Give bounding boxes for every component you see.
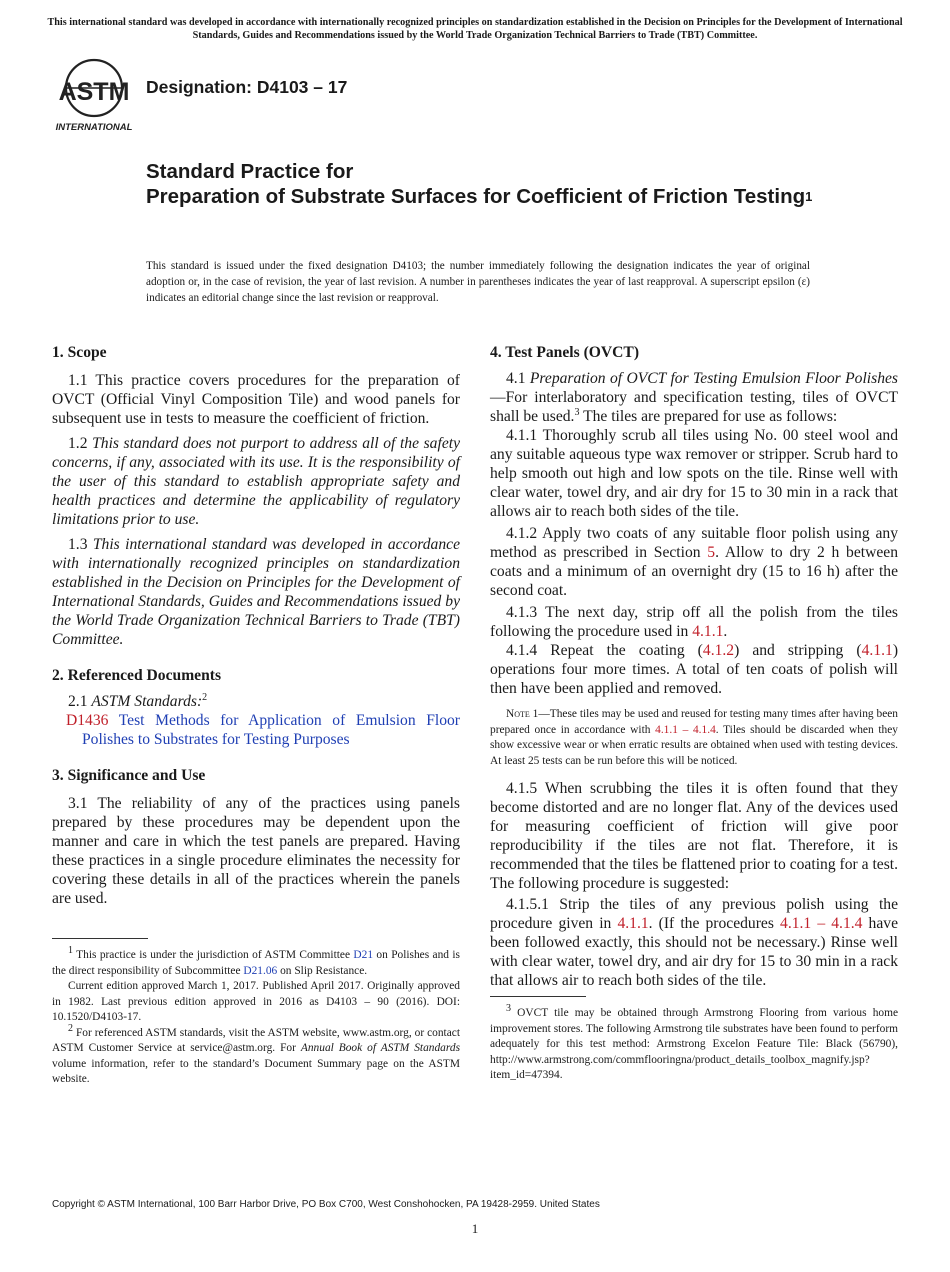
footnote-1: $^1$ This practice is under the jurisdiction of ASTM Committee D21 on Polishes and is the direct responsibility of Subcommittee D21.06 on Slip Resistance. <box>52 945 460 977</box>
astm-logo <box>52 56 136 134</box>
logo-subtext: INTERNATIONAL <box>55 122 133 133</box>
link-4-1-2[interactable]: 4.1.2 <box>702 642 735 659</box>
title-line-2 <box>146 185 846 210</box>
section-1-heading: 1. Scope <box>52 344 107 361</box>
para-1-2: 1.2 This standard does not purport to address all of the safety concerns, if any, associated with its use. It is the responsibility of the user of this standard to establish appropriate safety and health practices and determine the applicability of regulatory limitations prior to use. <box>52 435 460 528</box>
note-link-range[interactable]: 4.1.1 – 4.1.4 <box>655 723 716 736</box>
footnote-1-edition: Current edition approved March 1, 2017. Published April 2017. Originally approved in 1982. Last previous edition approved in 2016 as D4103 – 90 (2016). DOI: 10.1520/D4103-17. <box>52 980 460 1023</box>
page-number: 1 <box>471 1221 479 1236</box>
copyright: Copyright © ASTM International, 100 Barr Harbor Drive, PO Box C700, West Conshohocken, PA 19428-2959. United States <box>52 1199 600 1210</box>
footnote-2: $^2$ For referenced ASTM standards, visit the ASTM website, www.astm.org, or contact ASTM Customer Service at service@astm.org. For Annual Book of ASTM Standards volume information, refer to the standard’s Document Summary page on the ASTM website. <box>52 1022 461 1085</box>
fn1-link-d21[interactable]: D21 <box>353 949 374 961</box>
link-section-5[interactable]: 5 <box>707 544 716 561</box>
para-4-1-3: 4.1.3 The next day, strip off all the polish from the tiles following the procedure used in 4.1.1. <box>490 604 898 640</box>
note-1: Note 1—These tiles may be used and reused for testing many times after having been prepared once in accordance with 4.1.1 – 4.1.4. Tiles should be discarded when they show excessive wear or when erratic results are obtained when used with testing devices. At least 25 tests can be run before this will be noticed. <box>490 708 898 767</box>
designation: Designation: D4103 – 17 <box>146 77 348 97</box>
title-text: Preparation of Substrate Surfaces for Coefficient of Friction Testing <box>146 184 806 208</box>
ref-title-link[interactable]: Test Methods for Application of Emulsion Floor Polishes to Substrates for Testing Purposes <box>82 712 460 748</box>
title-line-1: Standard Practice for <box>146 160 354 183</box>
intro-paragraph: This standard is issued under the fixed designation D4103; the number immediately following the designation indicates the year of original adoption or, in the case of revision, the year of last revision. A number in parentheses indicates the year of last reapproval. A superscript epsilon (ε) indicates an editorial change since the last revision or reapproval. <box>146 260 810 304</box>
logo-text: ASTM <box>58 78 130 106</box>
link-4-1-1c[interactable]: 4.1.1 <box>617 915 649 932</box>
para-4-1-2: 4.1.2 Apply two coats of any suitable floor polish using any method as prescribed in Section 5. Allow to dry 2 h between coats and a minimum of an overnight dry (15 to 16 h) after the second coat. <box>490 525 898 599</box>
title-footnote-mark: 1 <box>805 188 813 204</box>
fn1-link-d2106[interactable]: D21.06 <box>243 964 278 977</box>
para-4-1: 4.1 Preparation of OVCT for Testing Emulsion Floor Polishes—For interlaboratory and specification testing, tiles of OVCT shall be used.$^3$ The tiles are prepared for use as follows: <box>490 370 898 425</box>
link-4-1-1-range[interactable]: 4.1.1 – 4.1.4 <box>780 915 863 932</box>
para-1-3: 1.3 This international standard was developed in accordance with internationally recognized principles on standardization established in the Decision on Principles for the Development of International Standards, Guides and Recommendations issued by the World Trade Organization Technical Barriers to Trade (TBT) Committee. <box>52 536 460 648</box>
link-4-1-1[interactable]: 4.1.1 <box>692 623 724 640</box>
footnotes-right <box>490 1003 898 1084</box>
para-4-1-4: 4.1.4 Repeat the coating (4.1.2) and stripping (4.1.1) operations four more times. A total of ten coats of polish will then have been applied and removed. <box>490 642 899 697</box>
tbt-notice: This international standard was developed in accordance with internationally recognized principles on standardization established in the Decision on Principles for the Development of International Standards, Guides and Recommendations issued by the World Trade Organization Technical Barriers to Trade (TBT) Committee. <box>47 17 903 41</box>
para-4-1-5: 4.1.5 When scrubbing the tiles it is often found that they become distorted and are no longer flat. Any of the devices used for measuring coefficient of friction will give poor reproducibility if the tiles are not flat. Therefore, it is recommended that the tiles be flattened prior to coating for a test. The following procedure is suggested: <box>490 780 898 892</box>
section-4-heading: 4. Test Panels (OVCT) <box>490 344 640 361</box>
para-1-1: 1.1 This practice covers procedures for the preparation of OVCT (Official Vinyl Composition Tile) and wood panels for subsequent use in tests to measure the coefficient of friction. <box>52 372 460 427</box>
para-4-1-5-1: 4.1.5.1 Strip the tiles of any previous polish using the procedure given in 4.1.1. (If the procedures 4.1.1 – 4.1.4 have been followed exactly, this should not be necessary.) Rinse well with clear water, towel dry, and air dry for 15 to 30 min in a rack that allows air to reach both sides of the tile. <box>490 896 898 989</box>
footnote-rule-left <box>52 938 148 939</box>
ref-code-link[interactable]: D1436 <box>66 712 109 729</box>
left-column <box>52 343 460 908</box>
right-column <box>490 343 898 990</box>
footnotes-left <box>52 945 461 1088</box>
section-3-heading: 3. Significance and Use <box>52 767 206 784</box>
section-2-heading: 2. Referenced Documents <box>52 667 222 684</box>
footnote-3: $^3$ OVCT tile may be obtained through Armstrong Flooring from various home improvement stores. The following Armstrong tile substrates have been found to perform adequately for this test method: Armstrong Excelon Feature Tile: Black (56790), http://www.armstrong.com/commflooringna/product_details_toolbox_magnify.jsp?item_id=47394. <box>490 1003 898 1081</box>
footnote-rule-right <box>490 996 586 997</box>
link-4-1-1b[interactable]: 4.1.1 <box>861 642 893 659</box>
para-3-1: 3.1 The reliability of any of the practices using panels prepared by these procedures may be dependent upon the manner and care in which the test panels are prepared. Having these practices in a single procedure eliminates the necessity for covering these details in all of the practices wherein the panels are used. <box>52 795 460 907</box>
document-title <box>146 160 846 209</box>
ref-d1436[interactable] <box>52 711 460 749</box>
para-4-1-1: 4.1.1 Thoroughly scrub all tiles using No. 00 steel wool and any suitable aqueous type wax remover or stripper. Scrub hard to help smooth out high and low spots on the tile. Rinse well with clear water, towel dry, and air dry for 15 to 30 min in a rack that allows air to reach both sides of the tile. <box>490 427 898 520</box>
para-2-1: 2.1 ASTM Standards:$^2$ <box>68 691 208 710</box>
